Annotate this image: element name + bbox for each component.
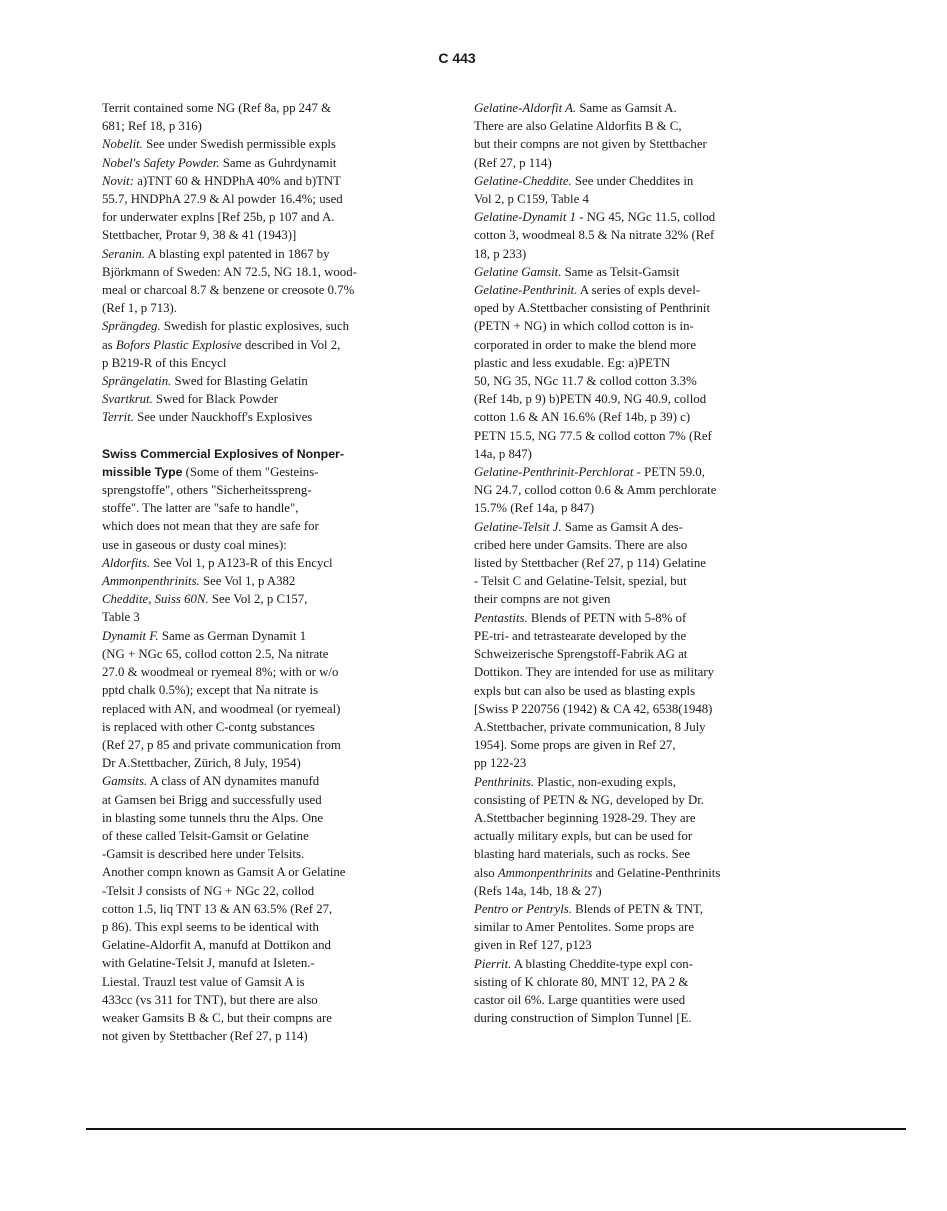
text-line: similar to Amer Pentolites. Some props are	[474, 920, 695, 935]
text-line: stoffe". The latter are "safe to handle",	[102, 501, 299, 516]
text-line: 433cc (vs 311 for TNT), but there are also	[102, 992, 318, 1007]
bottom-rule	[86, 1128, 906, 1130]
text-line: cotton 1.5, liq TNT 13 & AN 63.5% (Ref 27,	[102, 901, 333, 916]
text-line: as Bofors Plastic Explosive described in Vol 2,	[102, 337, 341, 352]
text-line: actually military expls, but can be used for	[474, 829, 693, 844]
text-line: Gelatine-Aldorfit A, manufd at Dottikon and	[102, 938, 331, 953]
text-line: not given by Stettbacher (Ref 27, p 114)	[102, 1029, 308, 1044]
text-line: replaced with AN, and woodmeal (or ryemeal)	[102, 701, 341, 716]
text-line: missible Type (Some of them "Gesteins-	[102, 464, 319, 479]
text-line: cribed here under Gamsits. There are also	[474, 537, 688, 552]
text-line: Dynamit F. Same as German Dynamit 1	[102, 628, 307, 643]
text-line: Stettbacher, Protar 9, 38 & 41 (1943)]	[102, 228, 297, 243]
text-line: Gamsits. A class of AN dynamites manufd	[102, 774, 320, 789]
text-line: Dottikon. They are intended for use as military	[474, 665, 714, 680]
text-line: A.Stettbacher, private communication, 8 July	[474, 719, 706, 734]
text-line: 15.7% (Ref 14a, p 847)	[474, 501, 595, 516]
text-line: for underwater explns [Ref 25b, p 107 and A.	[102, 210, 335, 225]
text-line: Penthrinits. Plastic, non-exuding expls,	[474, 774, 676, 789]
text-line: Ammonpenthrinits. See Vol 1, p A382	[102, 574, 296, 589]
text-line: cotton 3, woodmeal 8.5 & Na nitrate 32% (Ref	[474, 228, 715, 243]
text-line: 55.7, HNDPhA 27.9 & Al powder 16.4%; used	[102, 192, 343, 207]
text-line: -Telsit J consists of NG + NGc 22, collod	[102, 883, 315, 898]
text-line: 27.0 & woodmeal or ryemeal 8%; with or w/o	[102, 665, 339, 680]
text-line: (Ref 27, p 114)	[474, 155, 552, 170]
text-line: Novit: a)TNT 60 & HNDPhA 40% and b)TNT	[102, 173, 341, 188]
left-column	[102, 99, 424, 1045]
text-line: meal or charcoal 8.7 & benzene or creosote 0.7%	[102, 283, 355, 298]
text-line: pp 122-23	[474, 756, 527, 771]
text-line: cotton 1.6 & AN 16.6% (Ref 14b, p 39) c)	[474, 410, 691, 425]
text-line: given in Ref 127, p123	[474, 938, 592, 953]
text-line: [Swiss P 220756 (1942) & CA 42, 6538(1948)	[474, 701, 713, 716]
text-line: Liestal. Trauzl test value of Gamsit A is	[102, 974, 305, 989]
text-line: PE-tri- and tetrastearate developed by the	[474, 628, 687, 643]
text-line: Gelatine-Dynamit 1 - NG 45, NGc 11.5, collod	[474, 210, 716, 225]
text-line: 14a, p 847)	[474, 446, 532, 461]
text-line: is replaced with other C-contg substances	[102, 719, 315, 734]
text-line: Gelatine-Aldorfit A. Same as Gamsit A.	[474, 101, 677, 115]
text-line: which does not mean that they are safe for	[102, 519, 319, 534]
text-line: Cheddite, Suiss 60N. See Vol 2, p C157,	[102, 592, 308, 607]
text-line: pptd chalk 0.5%); except that Na nitrate is	[102, 683, 319, 698]
text-line: Territ. See under Nauckhoff's Explosives	[102, 410, 313, 425]
text-line: Pentro or Pentryls. Blends of PETN & TNT,	[474, 901, 704, 916]
text-line: expls but can also be used as blasting expls	[474, 683, 696, 698]
text-line: with Gelatine-Telsit J, manufd at Isleten.-	[102, 956, 315, 971]
text-line: (Ref 1, p 713).	[102, 301, 177, 316]
text-line: 1954]. Some props are given in Ref 27,	[474, 738, 676, 753]
text-line: -Gamsit is described here under Telsits.	[102, 847, 305, 862]
text-line: during construction of Simplon Tunnel [E.	[474, 1011, 692, 1026]
text-line: Vol 2, p C159, Table 4	[474, 192, 589, 207]
text-line: (Ref 27, p 85 and private communication from	[102, 737, 341, 752]
text-line: Gelatine Gamsit. Same as Telsit-Gamsit	[474, 264, 680, 279]
text-line: Seranin. A blasting expl patented in 1867 by	[102, 246, 330, 261]
text-line: Gelatine-Penthrinit. A series of expls devel-	[474, 283, 701, 298]
text-line: 18, p 233)	[474, 246, 527, 261]
right-column	[474, 99, 806, 1027]
text-line: - Telsit C and Gelatine-Telsit, spezial, but	[474, 574, 687, 589]
text-line: A.Stettbacher beginning 1928-29. They are	[474, 810, 696, 825]
text-line: Gelatine-Telsit J. Same as Gamsit A des-	[474, 519, 683, 534]
text-line: sprengstoffe", others "Sicherheitsspreng-	[102, 483, 312, 498]
text-line: Pierrit. A blasting Cheddite-type expl con-	[474, 956, 693, 971]
text-line: (PETN + NG) in which collod cotton is in-	[474, 319, 694, 334]
text-line: (Ref 14b, p 9) b)PETN 40.9, NG 40.9, collod	[474, 392, 707, 407]
text-line: Pentastits. Blends of PETN with 5-8% of	[474, 610, 687, 625]
text-line: plastic and less exudable. Eg: a)PETN	[474, 355, 671, 370]
text-line: Swiss Commercial Explosives of Nonper-	[102, 446, 344, 461]
text-line: 50, NG 35, NGc 11.7 & collod cotton 3.3%	[474, 374, 697, 389]
text-line: Sprängelatin. Swed for Blasting Gelatin	[102, 374, 308, 389]
text-line: their compns are not given	[474, 592, 611, 607]
text-line: at Gamsen bei Brigg and successfully used	[102, 792, 322, 807]
text-line: Nobelit. See under Swedish permissible expls	[102, 137, 336, 152]
text-line: weaker Gamsits B & C, but their compns are	[102, 1010, 332, 1025]
text-line: Aldorfits. See Vol 1, p A123-R of this Encycl	[102, 555, 333, 570]
text-line: Nobel's Safety Powder. Same as Guhrdynamit	[102, 155, 337, 170]
text-line: p B219-R of this Encycl	[102, 355, 227, 370]
text-line: also Ammonpenthrinits and Gelatine-Penthrinits	[474, 865, 721, 880]
text-line	[102, 427, 424, 445]
text-line: NG 24.7, collod cotton 0.6 & Amm perchlorate	[474, 483, 717, 498]
text-line: There are also Gelatine Aldorfits B & C,	[474, 119, 682, 134]
text-line: use in gaseous or dusty coal mines):	[102, 537, 287, 552]
text-line: blasting hard materials, such as rocks. See	[474, 847, 691, 862]
text-line: consisting of PETN & NG, developed by Dr.	[474, 792, 704, 807]
text-line: (Refs 14a, 14b, 18 & 27)	[474, 883, 602, 898]
text-line: 681; Ref 18, p 316)	[102, 119, 202, 134]
text-line: corporated in order to make the blend more	[474, 337, 697, 352]
text-line: Gelatine-Penthrinit-Perchlorat - PETN 59.0,	[474, 465, 705, 480]
text-line: Björkmann of Sweden: AN 72.5, NG 18.1, wood-	[102, 264, 357, 279]
text-line: Dr A.Stettbacher, Zürich, 8 July, 1954)	[102, 756, 301, 771]
text-line: PETN 15.5, NG 77.5 & collod cotton 7% (Ref	[474, 428, 712, 443]
page-number: C 443	[438, 50, 476, 66]
text-line: Svartkrut. Swed for Black Powder	[102, 392, 278, 407]
text-line: Gelatine-Cheddite. See under Cheddites in	[474, 173, 694, 188]
text-line: oped by A.Stettbacher consisting of Penthrinit	[474, 301, 710, 316]
text-line: of these called Telsit-Gamsit or Gelatine	[102, 828, 309, 843]
text-line: castor oil 6%. Large quantities were used	[474, 992, 686, 1007]
text-line: but their compns are not given by Stettbacher	[474, 137, 707, 152]
text-line: in blasting some tunnels thru the Alps. One	[102, 810, 324, 825]
text-line: listed by Stettbacher (Ref 27, p 114) Gelatine	[474, 556, 706, 571]
text-line: p 86). This expl seems to be identical with	[102, 919, 319, 934]
text-line: Table 3	[102, 610, 140, 625]
text-line: Another compn known as Gamsit A or Gelatine	[102, 865, 346, 880]
text-line: Schweizerische Sprengstoff-Fabrik AG at	[474, 647, 688, 662]
text-line: Sprängdeg. Swedish for plastic explosives, such	[102, 319, 350, 334]
text-line: sisting of K chlorate 80, MNT 12, PA 2 &	[474, 974, 689, 989]
text-line: (NG + NGc 65, collod cotton 2.5, Na nitrate	[102, 646, 329, 661]
text-line: Territ contained some NG (Ref 8a, pp 247 &	[102, 101, 332, 115]
